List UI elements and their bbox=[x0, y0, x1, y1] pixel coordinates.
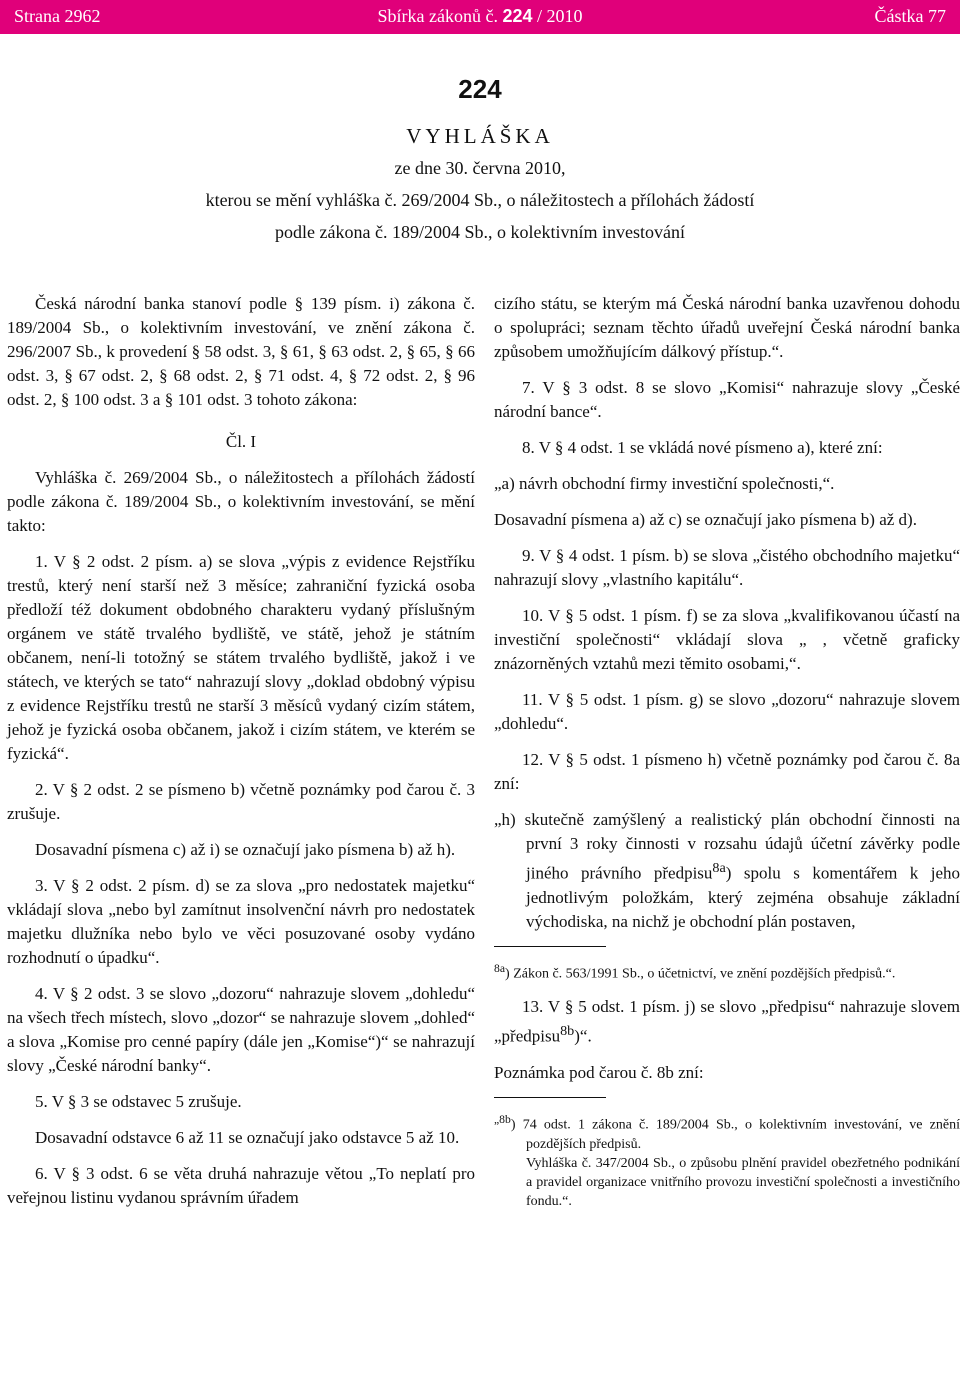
footnote-8a-text: Zákon č. 563/1991 Sb., o účetnictví, ve znění pozdějších předpisů.“. bbox=[513, 966, 896, 982]
point-1: 1. V § 2 odst. 2 písm. a) se slova „výpis z evidence Rejstříku trestů, který není starší než 3 měsíce; zahraniční fyzická osoba předloží též dokument obdobného charakteru vydaný příslušným orgánem ve státě trvalého bydliště, ve státě, jehož je státním občanem, není-li totožný se státem trvalého bydliště, jakož i ve státech, ve kterých se tato“ nahrazují slovy „doklad obdobný výpisu z evidence Rejstříku trestů ne starší 3 měsíců vydaný cizím státem, jehož je fyzická osoba občanem, jakož i cizím státem, ve kterém se fyzická“. bbox=[7, 552, 475, 763]
point-12-quote bbox=[494, 808, 960, 934]
regulation-date: ze dne 30. června 2010, bbox=[394, 158, 566, 178]
footnote-8b-text-2: Vyhláška č. 347/2004 Sb., o způsobu plnění pravidel obezřetného podnikání a pravidel organizace vnitřního provozu investiční společnosti a investičního fondu.“. bbox=[526, 1155, 960, 1209]
point-6: 6. V § 3 odst. 6 se věta druhá nahrazuje větou „To neplatí pro veřejnou listinu vydanou správním úřadem bbox=[7, 1164, 475, 1207]
collection-number: 224 bbox=[502, 6, 533, 26]
point-12: 12. V § 5 odst. 1 písmeno h) včetně poznámky pod čarou č. 8a zní: bbox=[494, 750, 960, 793]
point-9: 9. V § 4 odst. 1 písm. b) se slova „čistého obchodního majetku“ nahrazují slovy „vlastního kapitálu“. bbox=[494, 546, 960, 589]
regulation-title-line-1: kterou se mění vyhláška č. 269/2004 Sb., o náležitostech a přílohách žádostí bbox=[205, 190, 755, 210]
point-10: 10. V § 5 odst. 1 písm. f) se za slova „kvalifikovanou účastí na investiční společnosti“ vkládají slova „ , včetně graficky znázorněných vztahů mezi těmito osobami,“. bbox=[494, 606, 960, 673]
regulation-kind: VYHLÁŠKA bbox=[406, 124, 554, 148]
point-6-continued: cizího státu, se kterým má Česká národní banka uzavřenou dohodu o spolupráci; seznam těchto úřadů uveřejní Česká národní banka způsobem umožňujícím dálkový přístup.“. bbox=[494, 294, 960, 361]
intro-paragraph: Česká národní banka stanoví podle § 139 písm. i) zákona č. 189/2004 Sb., o kolektivním investování, ve znění zákona č. 296/2007 Sb., k provedení § 58 odst. 3, § 61, § 63 odst. 2, § 65, § 66 odst. 3, § 67 odst. 2, § 68 odst. 2, § 71 odst. 4, § 72 odst. 2, § 96 odst. 2, § 100 odst. 3 a § 101 odst. 3 tohoto zákona: bbox=[7, 294, 475, 409]
point-7: 7. V § 3 odst. 8 se slovo „Komisi“ nahrazuje slovy „České národní bance“. bbox=[494, 378, 960, 421]
footnote-8b-text-1: 74 odst. 1 zákona č. 189/2004 Sb., o kolektivním investování, ve znění pozdějších předpisů. bbox=[522, 1117, 960, 1152]
footnote-ref-8a: 8a bbox=[712, 860, 726, 876]
point-12-quote-text-end: ) spolu s komentářem k jeho jednotlivým položkám, který zejména obsahuje základní východiska, na nichž je obchodní plán postaven, bbox=[526, 863, 960, 931]
point-12-quote-text: „h) skutečně zamýšlený a realistický plán obchodní činnosti na první 3 roky činnosti v rozsahu údajů účetní závěrky podle jiného právního předpisu bbox=[494, 810, 960, 883]
page-number: Strana 2962 bbox=[14, 6, 101, 26]
article-intro: Vyhláška č. 269/2004 Sb., o náležitostech a přílohách žádostí podle zákona č. 189/2004 Sb., o kolektivním investování, se mění takto: bbox=[7, 468, 475, 535]
point-3: 3. V § 2 odst. 2 písm. d) se za slova „pro nedostatek majetku“ vkládají slova „nebo byl zamítnut insolvenční návrh pro nedostatek majetku dlužníka nebo bylo ve věci posuzované osoby vydáno rozhodnutí o úpadku“. bbox=[7, 876, 475, 967]
collection-year: / 2010 bbox=[532, 6, 583, 26]
point-8-note: Dosavadní písmena a) až c) se označují jako písmena b) až d). bbox=[494, 510, 917, 529]
point-13-end: )“. bbox=[574, 1026, 592, 1046]
point-11: 11. V § 5 odst. 1 písm. g) se slovo „dozoru“ nahrazuje slovem „dohledu“. bbox=[494, 690, 960, 733]
collection-title bbox=[0, 6, 960, 27]
article-heading: Čl. I bbox=[225, 432, 257, 451]
footnote-8b-mark: „8b bbox=[494, 1112, 511, 1126]
point-13 bbox=[494, 995, 960, 1049]
issue-number: Částka 77 bbox=[874, 6, 946, 26]
footnote-ref-8b: 8b bbox=[560, 1023, 575, 1040]
point-13-note: Poznámka pod čarou č. 8b zní: bbox=[494, 1062, 704, 1082]
regulation-number: 224 bbox=[458, 74, 502, 104]
footnote-8b: $^{„8b}$) 74 odst. 1 zákona č. 189/2004 Sb., o kolektivním investování, ve znění pozdějších předpisů. Vyhláška č. 347/2004 Sb., o způsobu plnění pravidel obezřetného podnikání a pravidel organizace vnitřního provozu investiční společnosti a investičního fondu.“. bbox=[494, 1112, 960, 1209]
point-2: 2. V § 2 odst. 2 se písmeno b) včetně poznámky pod čarou č. 3 zrušuje. bbox=[7, 780, 475, 823]
footnote-separator bbox=[494, 946, 606, 947]
collection-name: Sbírka zákonů č. bbox=[377, 6, 503, 26]
point-5-note: Dosavadní odstavce 6 až 11 se označují jako odstavce 5 až 10. bbox=[35, 1128, 460, 1147]
footnote-8a-mark: 8a bbox=[494, 961, 506, 975]
footnote-8a: $^{8a}$) Zákon č. 563/1991 Sb., o účetnictví, ve znění pozdějších předpisů.“. bbox=[494, 961, 896, 982]
point-8: 8. V § 4 odst. 1 se vkládá nové písmeno a), které zní: bbox=[522, 438, 883, 457]
footnote-separator-2 bbox=[494, 1097, 606, 1098]
point-13-text: 13. V § 5 odst. 1 písm. j) se slovo „předpisu“ nahrazuje slovem „předpisu bbox=[494, 997, 960, 1046]
point-2-note: Dosavadní písmena c) až i) se označují jako písmena b) až h). bbox=[35, 840, 456, 859]
left-column bbox=[7, 292, 475, 1222]
point-5: 5. V § 3 se odstavec 5 zrušuje. bbox=[35, 1092, 242, 1111]
page-header bbox=[0, 0, 960, 34]
right-column bbox=[494, 292, 960, 1223]
point-4: 4. V § 2 odst. 3 se slovo „dozoru“ nahrazuje slovem „dohledu“ na všech třech místech, slovo „dozor“ se nahrazuje slovem „dohled“ a slova „Komise pro cenné papíry (dále jen „Komise“)“ se nahrazují slovy „České národní banky“. bbox=[7, 984, 475, 1075]
regulation-title-line-2: podle zákona č. 189/2004 Sb., o kolektivním investování bbox=[275, 222, 685, 242]
point-8-quote: „a) návrh obchodní firmy investiční společnosti,“. bbox=[494, 474, 835, 493]
